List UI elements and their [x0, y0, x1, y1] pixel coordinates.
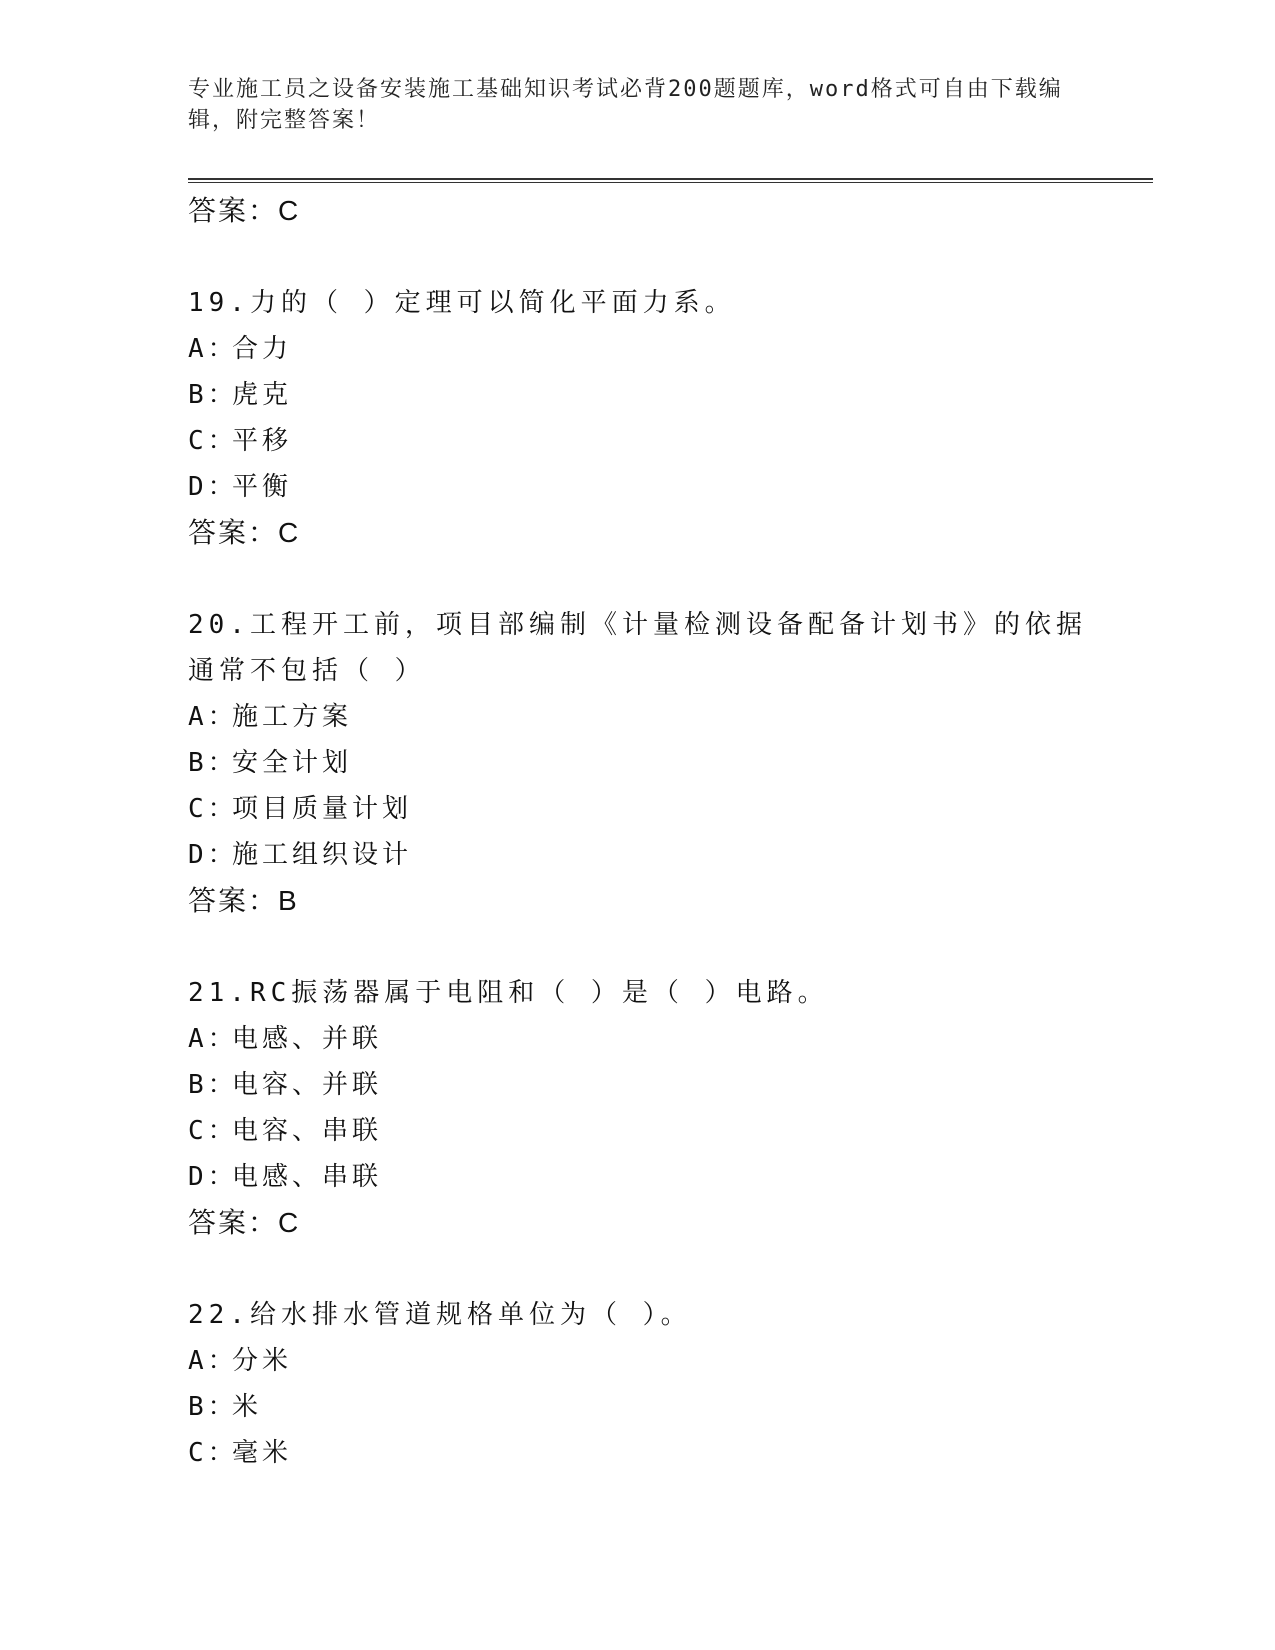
header-divider [188, 178, 1153, 183]
option-letter: A： [188, 702, 238, 732]
option-letter: B： [188, 1392, 238, 1422]
option-a [188, 1338, 1108, 1384]
option-letter: B： [188, 748, 238, 778]
option-d [188, 464, 1108, 510]
answer-line: 答案：C [188, 195, 301, 226]
option-text: 虎克 [232, 380, 293, 410]
option-a [188, 694, 1108, 740]
option-text: 电容、并联 [232, 1070, 383, 1100]
option-b [188, 372, 1108, 418]
option-letter: A： [188, 334, 238, 364]
option-letter: A： [188, 1024, 238, 1054]
answer-line: 答案：C [188, 517, 301, 548]
option-c [188, 786, 1108, 832]
option-letter: C： [188, 1116, 238, 1146]
question-text: 21.RC振荡器属于电阻和（ ）是（ ）电路。 [188, 978, 829, 1008]
option-a [188, 1016, 1108, 1062]
question-text: 19.力的（ ）定理可以简化平面力系。 [188, 288, 736, 318]
option-b [188, 740, 1108, 786]
option-c [188, 1430, 1108, 1476]
option-text: 毫米 [232, 1438, 293, 1468]
option-text: 电感、并联 [232, 1024, 383, 1054]
option-letter: D： [188, 1162, 238, 1192]
document-header: 专业施工员之设备安装施工基础知识考试必背200题题库，word格式可自由下载编辑，附完整答案！ [188, 77, 1063, 133]
option-c [188, 418, 1108, 464]
question-text: 20.工程开工前，项目部编制《计量检测设备配备计划书》的依据通常不包括（ ） [188, 610, 1087, 686]
option-text: 米 [232, 1392, 263, 1422]
option-text: 施工方案 [232, 702, 353, 732]
option-letter: C： [188, 794, 238, 824]
option-text: 施工组织设计 [232, 840, 413, 870]
question-block [188, 1292, 1108, 1476]
spacer [188, 556, 1108, 602]
option-text: 平移 [232, 426, 293, 456]
option-letter: C： [188, 1438, 238, 1468]
option-letter: C： [188, 426, 238, 456]
option-text: 合力 [232, 334, 293, 364]
option-c [188, 1108, 1108, 1154]
spacer [188, 924, 1108, 970]
option-b [188, 1062, 1108, 1108]
question-block [188, 280, 1108, 556]
answer-line: 答案：C [188, 1207, 301, 1238]
option-b [188, 1384, 1108, 1430]
spacer [188, 1246, 1108, 1292]
option-text: 安全计划 [232, 748, 353, 778]
option-letter: A： [188, 1346, 238, 1376]
option-letter: B： [188, 380, 238, 410]
option-text: 平衡 [232, 472, 293, 502]
option-text: 电感、串联 [232, 1162, 383, 1192]
question-block [188, 970, 1108, 1246]
option-text: 项目质量计划 [232, 794, 413, 824]
option-letter: B： [188, 1070, 238, 1100]
spacer [188, 234, 1108, 280]
option-letter: D： [188, 472, 238, 502]
option-text: 分米 [232, 1346, 293, 1376]
question-list [188, 188, 1108, 1476]
option-a [188, 326, 1108, 372]
question-text: 22.给水排水管道规格单位为（ ）。 [188, 1300, 692, 1330]
option-d [188, 1154, 1108, 1200]
answer-line: 答案：B [188, 885, 299, 916]
option-text: 电容、串联 [232, 1116, 383, 1146]
option-d [188, 832, 1108, 878]
option-letter: D： [188, 840, 238, 870]
question-block [188, 602, 1108, 924]
